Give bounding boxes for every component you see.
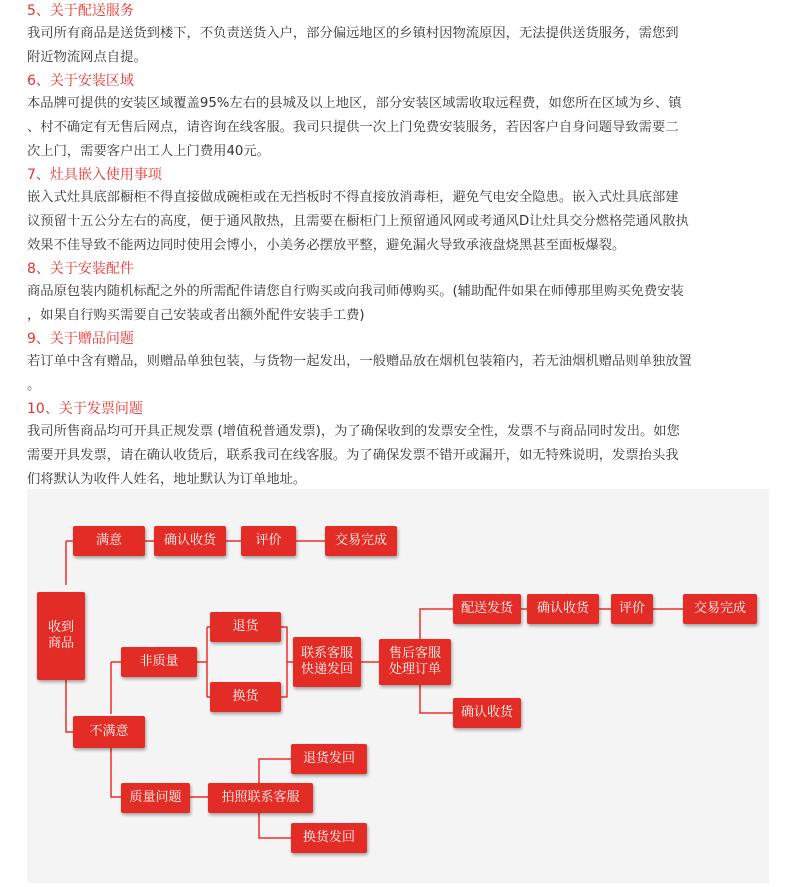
flow-box-deliver: 配送发货	[453, 594, 521, 624]
flow-box-receive: 收到 商品	[37, 592, 85, 680]
flow-box-quality-issue: 质量问题	[121, 783, 190, 813]
section-heading: 8、关于安装配件	[27, 261, 134, 277]
flow-box-review-1: 评价	[241, 526, 296, 556]
section-body	[27, 92, 776, 164]
section-heading: 6、关于安装区域	[27, 73, 134, 89]
section-body	[27, 186, 776, 258]
flow-box-confirm-receipt-2: 确认收货	[527, 594, 599, 624]
section-body	[27, 280, 776, 328]
section-line: 商品原包装内随机标配之外的所需配件请您自行购买或向我司师傅购买。(辅助配件如果在师傅那里购买免费安装	[27, 284, 684, 299]
section-line: 附近物流网点自提。	[27, 50, 147, 65]
flow-box-confirm-receipt-1: 确认收货	[154, 526, 226, 556]
section-heading: 9、关于赠品问题	[27, 331, 134, 347]
section-body	[27, 350, 776, 398]
flow-box-exchange: 换货	[210, 682, 281, 712]
section-body	[27, 22, 776, 70]
flow-box-contact-ship-back: 联系客服 快递发回	[293, 637, 361, 687]
section-line: 本品牌可提供的安装区域覆盖95%左右的县城及以上地区，部分安装区域需收取远程费，如您所在区域为乡、镇	[27, 96, 682, 111]
policy-sections	[27, 0, 776, 514]
section-line: ，如果自行购买需要自己安装或者出额外配件安装手工费)	[27, 308, 365, 323]
flow-box-done-2: 交易完成	[683, 594, 757, 624]
return-exchange-flowchart	[27, 489, 769, 883]
section-heading: 10、关于发票问题	[27, 401, 143, 417]
section-line: 需要开具发票，请在确认收货后，联系我司在线客服。为了确保发票不错开或漏开，如无特殊说明，发票抬头我	[27, 448, 679, 463]
section-line: 、村不确定有无售后网点，请咨询在线客服。我司只提供一次上门免费安装服务，若因客户自身问题导致需要二	[27, 120, 679, 135]
section-line: 议预留十五公分左右的高度，便于通风散热，且需要在橱柜门上预留通风网或考通风D让灶具交分燃格莞通风散执	[27, 214, 689, 229]
section-body	[27, 420, 776, 492]
flow-box-photo-contact: 拍照联系客服	[208, 783, 313, 813]
section-line: 若订单中含有赠品，则赠品单独包装，与货物一起发出，一般赠品放在烟机包装箱内，若无油烟机赠品则单独放置	[27, 354, 692, 369]
section-line: 。	[27, 378, 41, 393]
section-line: 我司所有商品是送货到楼下，不负责送货入户，部分偏远地区的乡镇村因物流原因，无法提供送货服务，需您到	[27, 26, 679, 41]
section-line: 次上门，需要客户出工人上门费用40元。	[27, 144, 270, 159]
flow-box-done-1: 交易完成	[325, 526, 397, 556]
flow-box-unsatisfied: 不满意	[73, 716, 145, 748]
flow-box-return-back: 退货发回	[291, 744, 367, 774]
flow-box-review-2: 评价	[611, 594, 653, 624]
policy-text	[27, 0, 776, 514]
section-line: 嵌入式灶具底部橱柜不得直接做成碗柜或在无挡板时不得直接放消毒柜，避免气电安全隐患。嵌入式灶具底部建	[27, 190, 679, 205]
flow-box-satisfied: 满意	[73, 526, 145, 556]
section-heading: 5、关于配送服务	[27, 3, 134, 19]
flow-box-confirm-receipt-3: 确认收货	[453, 698, 521, 728]
flow-box-non-quality: 非质量	[121, 647, 197, 677]
flow-box-exchange-back: 换货发回	[291, 823, 367, 853]
flow-box-aftersale-process: 售后客服 处理订单	[379, 639, 451, 685]
section-line: 我司所售商品均可开具正规发票 (增值税普通发票)，为了确保收到的发票安全性，发票不与商品同时发出。如您	[27, 424, 680, 439]
section-line: 效果不佳导致不能两边同时使用会博小，小美务必摆放平整，避免漏火导致承液盘烧黑甚至面板爆裂。	[27, 238, 626, 253]
flow-box-return: 退货	[210, 612, 281, 642]
section-heading: 7、灶具嵌入使用事项	[27, 167, 162, 183]
section-line: 们将默认为收件人姓名，地址默认为订单地址。	[27, 472, 307, 487]
